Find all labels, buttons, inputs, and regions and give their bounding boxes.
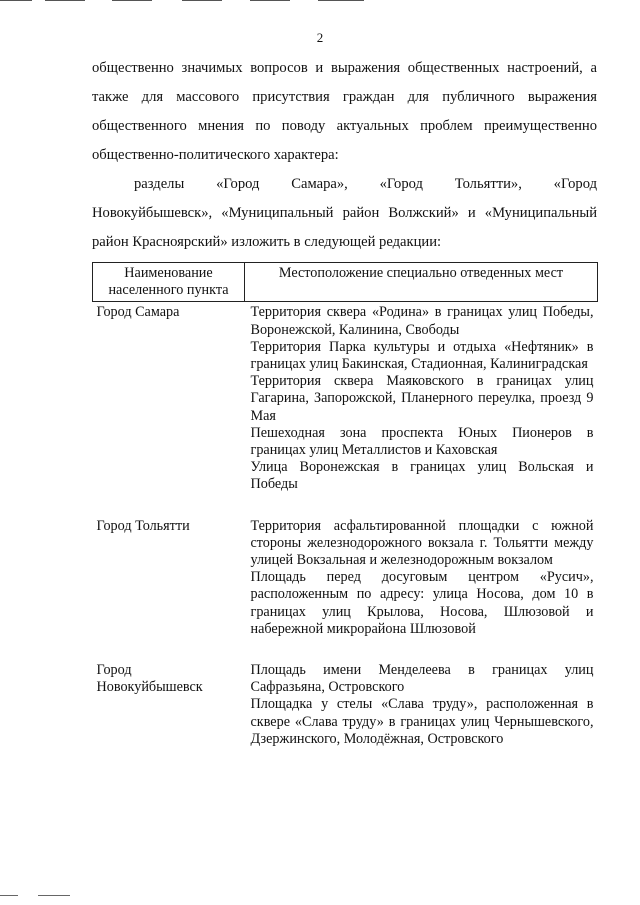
intro-line-2: также для массового присутствия граждан для публичного выражения bbox=[92, 89, 597, 105]
page-number: 2 bbox=[316, 30, 324, 45]
places-table bbox=[92, 262, 598, 748]
places-samara bbox=[245, 302, 598, 494]
intro-paragraph-2 bbox=[92, 170, 597, 257]
place-item: Площадка у стелы «Слава труду», расположенная в сквере «Слава труду» в границах улиц Чернышевского, Дзержинского, Молодёжная, Островского bbox=[250, 696, 594, 747]
intro-line-4: общественно-политического характера: bbox=[92, 147, 339, 163]
table-row bbox=[93, 660, 598, 748]
settlement-tolyatti: Город Тольятти bbox=[96, 517, 190, 534]
scan-edge-marks-top bbox=[0, 0, 640, 4]
places-table-container bbox=[92, 262, 597, 748]
table-spacer-row bbox=[93, 494, 598, 516]
intro-paragraph-1 bbox=[92, 54, 597, 170]
table-row bbox=[93, 302, 598, 494]
intro-line-1: общественно значимых вопросов и выражения общественных настроений, а bbox=[92, 60, 597, 76]
intro-para2-line-2: Новокуйбышевск», «Муниципальный район Волжский» и «Муниципальный bbox=[92, 205, 597, 221]
settlement-samara: Город Самара bbox=[96, 304, 180, 321]
place-item: Улица Воронежская в границах улиц Вольская и Победы bbox=[250, 459, 594, 493]
intro-para2-line-3: район Красноярский» изложить в следующей редакции: bbox=[92, 234, 442, 250]
header-location: Местоположение специально отведенных мест bbox=[245, 263, 598, 302]
table-row bbox=[93, 516, 598, 638]
place-item: Территория сквера Маяковского в границах улиц Гагарина, Запорожской, Планерного переулка, проезд 9 Мая bbox=[250, 373, 594, 424]
settlement-novokuybyshevsk: Город Новокуйбышевск bbox=[96, 662, 203, 696]
place-item: Площадь перед досуговым центром «Русич», расположенным по адресу: улица Носова, дом 10 в границах улиц Крылова, Носова, Шлюзовой и набережной микрорайона Шлюзовой bbox=[250, 569, 594, 637]
intro-para2-line-1: разделы «Город Самара», «Город Тольятти», «Город bbox=[134, 176, 597, 192]
header-settlement: Наименование населенного пункта bbox=[93, 263, 245, 302]
place-item: Пешеходная зона проспекта Юных Пионеров в границах улиц Металлистов и Каховская bbox=[250, 424, 594, 459]
intro-line-3: общественного мнения по поводу актуальных проблем преимущественно bbox=[92, 118, 597, 134]
place-item: Площадь имени Менделеева в границах улиц Сафразьяна, Островского bbox=[250, 662, 594, 696]
scan-edge-marks-bottom bbox=[0, 895, 640, 899]
table-spacer-row bbox=[93, 638, 598, 660]
intro-text bbox=[92, 54, 597, 257]
places-novokuybyshevsk bbox=[245, 660, 598, 748]
places-tolyatti bbox=[245, 516, 598, 638]
place-item: Территория асфальтированной площадки с южной стороны железнодорожного вокзала г. Тольятти между улицей Вокзальная и железнодорожным вокзалом bbox=[250, 517, 594, 569]
table-header-row bbox=[93, 263, 598, 302]
place-item: Территория Парка культуры и отдыха «Нефтяник» в границах улиц Бакинская, Стадионная, Калиниградская bbox=[250, 338, 594, 373]
place-item: Территория сквера «Родина» в границах улиц Победы, Воронежской, Калинина, Свободы bbox=[250, 304, 594, 338]
